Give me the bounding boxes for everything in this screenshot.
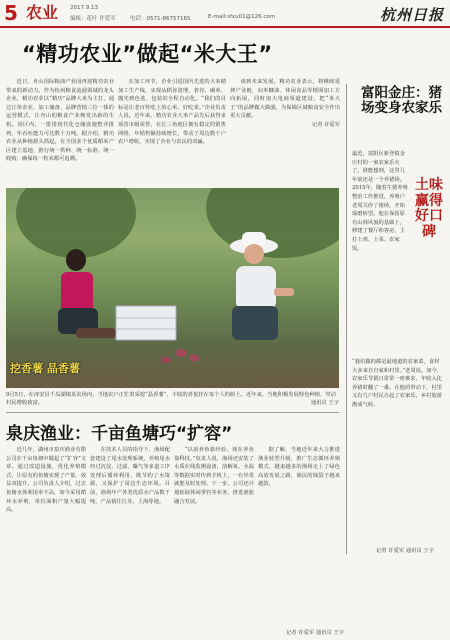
email-line: E-mail:sfxu01@126.com — [208, 14, 276, 20]
story2-paragraph-2: 在技术人员的指导下，渔场配套建设了尾水处理系统，养殖尾水经过沉淀、过滤、曝气等多道工序处理后循环利用，既节约了水资源，又保护了周边生态环境。目前，渔场年产各类优质水产品数千吨，产品销往江苏、上海等地。 — [90, 447, 170, 505]
story2-paragraph-3: “以前养鱼靠经验，现在养鱼靠科技。”负责人说，渔场还安装了水质在线监测设备，溶解氧、水温等数据实时传到手机上，一有异常就能及时处理。下一步，公司还计划拓展休闲垂钓等业务，推进渔旅融合发展。 — [174, 447, 254, 505]
phone-line: 电话：0571-86757165 — [130, 16, 191, 22]
photo-credit: 通讯员 王宇 — [310, 400, 339, 406]
story1-headline: “精功农业”做起“米大王” — [22, 42, 273, 66]
photo-caption-text: 9月5日，在淳安县千岛湖镇某农场内，当地农户正忙着采挖“晶香薯”，丰收的喜悦挂在每个人的脸上。近年来，当地积极发展特色种植，带动村民增收致富。 — [6, 392, 336, 406]
sidebar-byline: 记者 许爱军 通讯员 王宇 — [376, 548, 435, 554]
story1-column-2 — [118, 78, 226, 184]
newspaper-logo: 杭州日报 — [379, 6, 444, 24]
story1-byline: 记者 许爱军 — [311, 121, 340, 128]
story1-column-1 — [6, 78, 114, 184]
photo-overlay-title: 挖香薯 晶香薯 — [10, 362, 80, 375]
issue-date: 2017.9.13 — [70, 5, 98, 11]
sidebar-headline: 富阳金庄：猪场变身农家乐 — [361, 85, 442, 116]
photo-scene — [6, 188, 339, 388]
story1-paragraph-3: 谈到未来发展，精功农业表示，将继续延伸产业链，向米糠油、休闲食品等精深加工方向拓展，同时加大电商渠道建设，把“米大王”的品牌做大做强，为保障区域粮食安全作出更大贡献。 — [230, 79, 340, 120]
story2-paragraph-1: 近几年，湖州市泉庆渔业有限公司在千亩鱼塘中做起了“扩容”文章。通过改造设施、优化养殖模式，让原有的鱼塘实现了产量、效益双提升。公司负责人介绍，过去鱼塘水体利用率不高，如今采用循环水养殖，单位面积产量大幅提高。 — [6, 447, 86, 514]
story2-headline: 泉庆渔业：千亩鱼塘巧“扩容” — [6, 424, 233, 444]
story2-column-2 — [90, 446, 170, 636]
story2-column-3 — [174, 446, 254, 636]
sidebar-subhead: 土味赢得好口碑 — [415, 177, 443, 240]
story1-column-3 — [230, 78, 340, 184]
story1-paragraph-2: 在加工环节，企业引进国内先进的大米精加工生产线，实现从稻谷清理、砻谷、碾米、抛光到色选、包装的全程自动化。“我们的目标是让老百姓吃上放心米、好吃米。”企业负责人说。近年来，精功农业大米产品先后获得多项省市级荣誉，在长三角地区拥有稳定的销售网络，年销售额持续增长，带动了周边数千户农户增收，实现了企业与农民的双赢。 — [118, 79, 226, 146]
harvest-photo — [6, 188, 339, 388]
section-divider — [6, 412, 339, 413]
photo-caption — [6, 391, 339, 407]
story2-paragraph-4: 据了解，当地近年来大力推进渔业转型升级，推广生态循环养殖模式，越来越多的渔场走上了绿色高效发展之路，渔民的钱袋子越来越鼓。 — [258, 447, 340, 488]
sidebar-text-top: 最近，富阳区新登镇金庄村的一家农家乐火了。谁能想到，这里几年前还是一个养猪场。2015年，随着生猪养殖整治工作推进，养殖户老周关停了猪场，开始琢磨转型。他在保留原有山林风貌的基础上，修建了餐厅和客房，主打土鸡、土菜、农家饭。 — [352, 151, 408, 252]
story2-column-4 — [258, 446, 340, 626]
section-title: 农业 — [26, 3, 59, 22]
story2-column-1 — [6, 446, 86, 636]
editor-line: 编辑：花叶 许爱军 — [70, 16, 116, 22]
story2-byline: 记者 许爱军 通讯员 王宇 — [286, 630, 345, 636]
page-number: 5 — [4, 1, 18, 25]
page-header — [0, 0, 450, 28]
sidebar-text-bottom: “我们做的都是最地道的农家菜，食材大多来自自家和村里。”老周说。如今，农家乐节假日常常一座难求，年收入比养猪时翻了一番。在他的带动下，村里又有几户村民办起了农家乐，乡村旅游渐成气候。 — [352, 359, 443, 408]
story1-paragraph-1: 近日，舟山国际粮油产业园再迎精功农业带来的新动力。作为杭州粮食流通领域的龙头企业，精功农业以“精功”品牌大米为主打，通过订单农业、加工储备、品牌营销三位一体的运营模式，让舟山的粮食产业焕发出新的生机。园区内，一排排现代化仓储设施整齐排列，年吞吐能力可达数十万吨。据介绍，精功农业从种植源头抓起，在全国多个优质稻米产区建立基地，推行统一供种、统一标准、统一收购，确保每一粒米都可追溯。 — [6, 79, 114, 163]
